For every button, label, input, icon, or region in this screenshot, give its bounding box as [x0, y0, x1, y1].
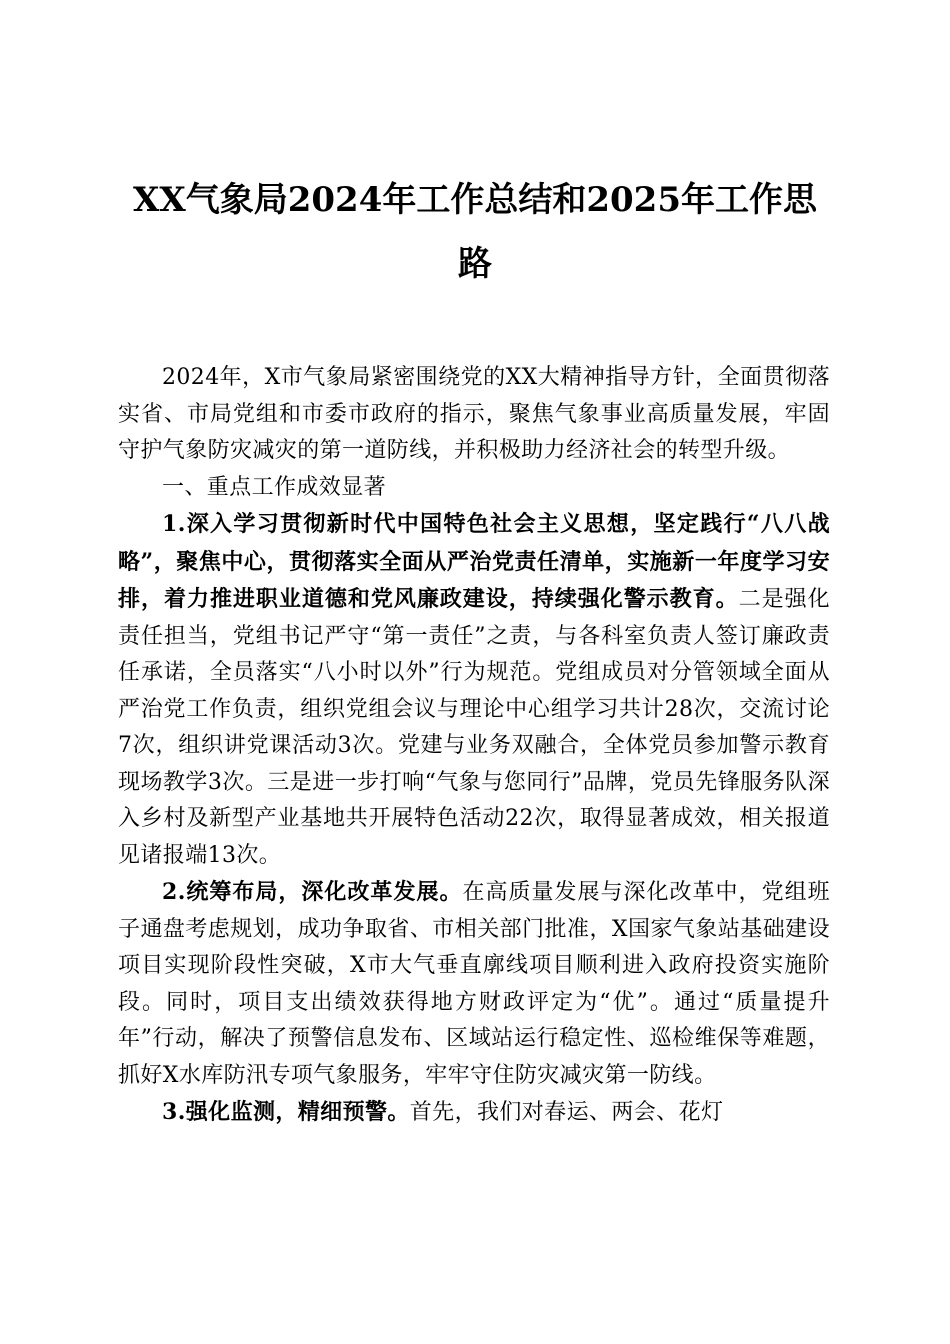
- item-3-body: 首先，我们对春运、两会、花灯: [409, 1100, 724, 1125]
- item-3-paragraph: [118, 1094, 830, 1132]
- intro-paragraph: 2024年，X市气象局紧密围绕党的XX大精神指导方针，全面贯彻落实省、市局党组和市委市政府的指示，聚焦气象事业高质量发展，牢固守护气象防灾减灾的第一道防线，并积极助力经济社会的转型升级。: [118, 365, 830, 463]
- item-2-paragraph: [118, 874, 830, 1094]
- item-1-lead: 1.深入学习贯彻新时代中国特色社会主义思想，坚定践行“八八战略”，聚焦中心，贯彻落实全面从严治党责任清单，实施新一年度学习安排，着力推进职业道德和党风廉政建设，持续强化警示教育。: [118, 511, 830, 612]
- section-heading: 一、重点工作成效显著: [162, 474, 387, 500]
- item-2-body: 在高质量发展与深化改革中，党组班子通盘考虑规划，成功争取省、市相关部门批准，X国家气象站基础建设项目实现阶段性突破，X市大气垂直廓线项目顺利进入政府投资实施阶段。同时，项目支出绩效获得地方财政评定为“优”。通过“质量提升年”行动，解决了预警信息发布、区域站运行稳定性、巡检维保等难题，抓好X水库防汛专项气象服务，牢牢守住防灾减灾第一防线。: [118, 880, 830, 1088]
- item-3-lead: 3.强化监测，精细预警。: [162, 1099, 410, 1125]
- item-1-body: 二是强化责任担当，党组书记严守“第一责任”之责，与各科室负责人签订廉政责任承诺，全员落实“八小时以外”行为规范。党组成员对分管领域全面从严治党工作负责，组织党组会议与理论中心组学习共计28次，交流讨论7次，组织讲党课活动3次。党建与业务双融合，全体党员参加警示教育现场教学3次。三是进一步打响“气象与您同行”品牌，党员先锋服务队深入乡村及新型产业基地共开展特色活动22次，取得显著成效，相关报道见诸报端13次。: [118, 587, 830, 868]
- document-body: [118, 360, 830, 1132]
- item-2-lead: 2.统筹布局，深化改革发展。: [162, 879, 463, 905]
- document-title: XX气象局2024年工作总结和2025年工作思路: [132, 180, 818, 284]
- item-1-paragraph: [118, 506, 830, 874]
